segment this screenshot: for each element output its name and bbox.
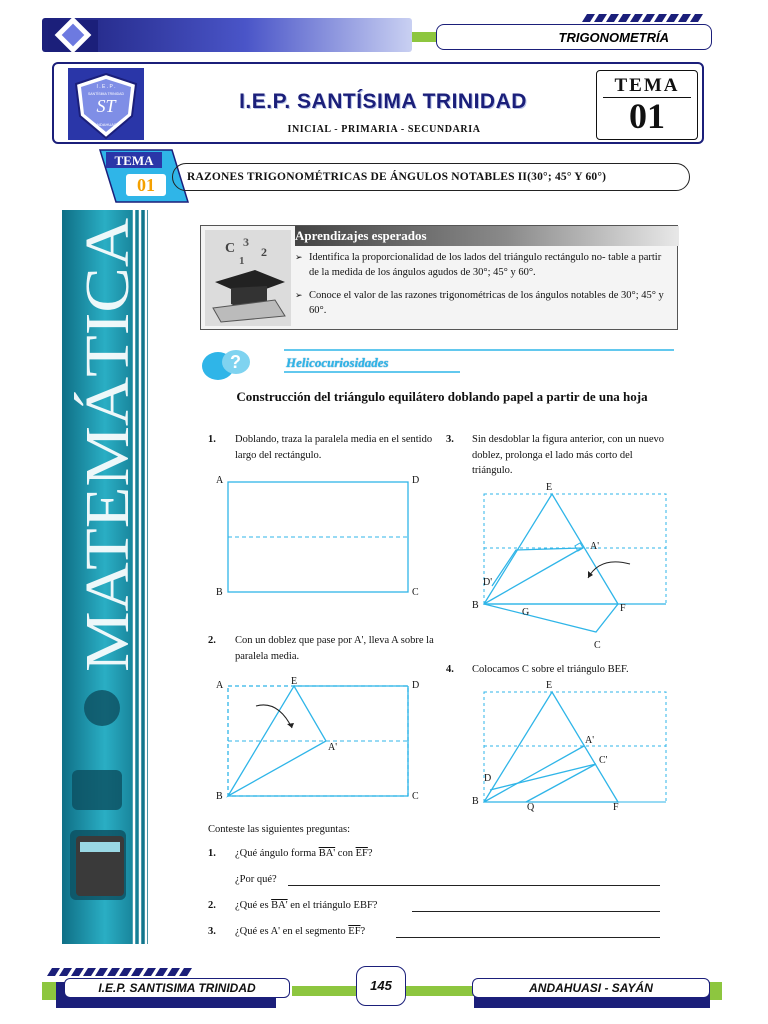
answer-line-2[interactable] [412,911,660,912]
aprendizaje-item: ➢ Identifica la proporcionalidad de los lados del triángulo rectángulo no- table a partir de la medida de los ángulos agudos de 30°; 45° y 60°. [295,250,673,280]
fig3-label-c: C [594,640,601,651]
segment-ba-prime: BA' [271,900,288,911]
svg-text:2: 2 [261,245,267,259]
step-4-number: 4. [446,664,454,675]
fig3-label-e: E [546,482,553,493]
step-1 [208,432,434,463]
segment-ba-prime: BA' [318,848,336,859]
school-logo [68,68,144,140]
fig3-label-f: F [620,603,626,614]
tema-number: 01 [629,96,665,136]
aprendizajes-box [200,225,678,330]
question-3 [235,926,365,937]
aprendizajes-list [295,250,673,326]
step-3 [446,432,668,479]
step-3-number: 3. [446,434,454,445]
title-tab-word: TEMA [114,153,154,168]
aprendizaje-item: ➢ Conoce el valor de las razones trigonométricas de los ángulos notables de 30°; 45° y 60°. [295,288,673,318]
lesson-title: RAZONES TRIGONOMÉTRICAS DE ÁNGULOS NOTABLES II(30°; 45° Y 60°) [172,163,690,191]
tema-word: TEMA [603,75,691,98]
question-1-text-b: con [335,848,356,859]
question-1-text-c: ? [367,848,373,859]
aprendizajes-heading: Aprendizajes esperados [295,226,679,246]
fig4-label-q: Q [527,802,535,813]
fig4-label-b: B [472,796,479,807]
step-4-text: Colocamos C sobre el triángulo BEF. [472,664,629,675]
answer-line-3[interactable] [396,937,660,938]
question-3-text-a: ¿Qué es A' en el segmento [235,926,349,937]
question-3-text-b: ? [360,926,366,937]
fig1-label-b: B [216,587,223,598]
step-4 [446,662,668,678]
question-1-number: 1. [208,848,216,859]
questions-intro: Conteste las siguientes preguntas: [208,824,351,835]
graduation-cap-icon [205,230,291,326]
school-name: I.E.P. SANTÍSIMA TRINIDAD [239,90,527,113]
footer-school: I.E.P. SANTISIMA TRINIDAD [64,978,290,998]
logo-initials: ST [96,96,116,116]
subject-label: TRIGONOMETRÍA [436,24,712,50]
fig3-label-d-prime: D' [483,577,493,588]
svg-text:3: 3 [243,235,249,249]
question-2 [235,900,377,911]
figure-2-fold [208,676,428,806]
question-3-number: 3. [208,926,216,937]
step-1-number: 1. [208,434,216,445]
school-levels: INICIAL - PRIMARIA - SECUNDARIA [287,124,481,135]
svg-text:C: C [225,241,236,256]
figure-3-fold [470,482,680,642]
question-2-number: 2. [208,900,216,911]
fig1-label-d: D [412,475,420,486]
fig4-label-d: D [484,773,492,784]
question-1 [235,848,373,859]
question-1-why: ¿Por qué? [235,874,277,885]
fig2-label-b: B [216,791,223,802]
fig2-label-e: E [291,676,298,687]
segment-ef: $\overline{EF}$ [348,926,361,937]
fig2-label-a: A [216,680,224,691]
fig3-label-a-prime: A' [590,541,600,552]
title-tab-number: 01 [137,175,155,195]
segment-ef: $\overline{EF}$ [355,848,368,859]
step-2-number: 2. [208,635,216,646]
sidebar-math-banner [62,210,148,944]
sidebar-vertical-text: MATEMÁTICA [74,258,142,672]
fig4-label-e: E [546,680,553,691]
helicocuriosidades-banner [200,344,680,382]
fig1-label-c: C [412,587,419,598]
step-1-text: Doblando, traza la paralela media en el sentido largo del rectángulo. [235,434,433,461]
fig2-label-c: C [412,791,419,802]
fig2-label-a-prime: A' [328,742,338,753]
page-number: 145 [356,966,406,1006]
answer-line-1[interactable] [288,885,660,886]
logo-bottom-text: ANDAHUASI [94,122,118,127]
logo-ring-text: SANTÍSIMA TRINIDAD [87,92,125,96]
fig2-label-d: D [412,680,420,691]
step-2-text: Con un doblez que pase por A', lleva A sobre la paralela media. [235,635,434,662]
step-2 [208,633,434,664]
question-2-text-a: ¿Qué es [235,900,272,911]
step-3-text: Sin desdoblar la figura anterior, con un nuevo doblez, prolonga el lado más corto del triángulo. [472,434,665,476]
fig3-label-b: B [472,600,479,611]
question-icon: ? [230,352,241,372]
fig1-label-a: A [216,475,224,486]
question-1-text-a: ¿Qué ángulo forma [235,848,319,859]
question-2-text-b: en el triángulo EBF? [287,900,378,911]
fig4-label-a-prime: A' [585,735,595,746]
fig3-label-g: G [522,607,530,618]
construction-title: Construcción del triángulo equilátero doblando papel a partir de una hoja [236,389,648,404]
fig4-label-c-prime: C' [599,755,608,766]
figure-4-fold [470,684,680,808]
fig4-label-f: F [613,802,619,813]
logo-top-text: I . E . P . [96,84,116,90]
figure-1-rectangle [208,472,428,602]
svg-text:1: 1 [239,255,245,267]
tema-box [596,70,698,140]
helicocuriosidades-heading: Helicocuriosidades [286,355,389,370]
footer-location: ANDAHUASI - SAYÁN [472,978,710,998]
